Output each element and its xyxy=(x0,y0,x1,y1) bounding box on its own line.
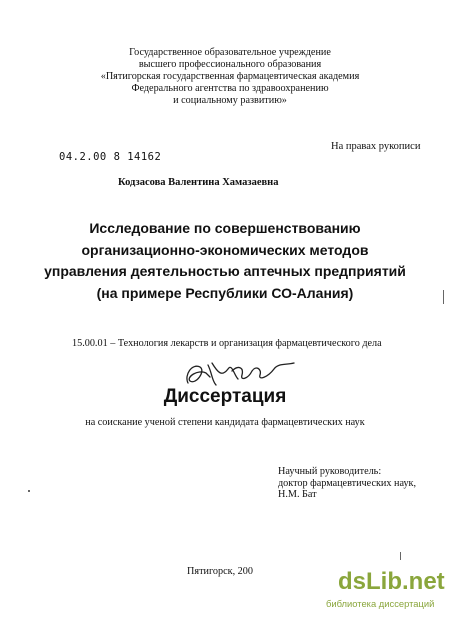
title-line: организационно-экономических методов xyxy=(81,241,369,258)
city-year: Пятигорск, 200 xyxy=(187,566,253,577)
institution-line: Государственное образовательное учреждение xyxy=(129,47,331,58)
title-line: Исследование по совершенствованию xyxy=(89,220,361,236)
author-name: Кодзасова Валентина Хамазаевна xyxy=(118,177,279,188)
institution-line: Федерального агентства по здравоохранению xyxy=(131,83,329,94)
registration-number: 04.2.00 8 14162 xyxy=(59,151,162,163)
advisor-line: Научный руководитель: xyxy=(278,466,382,477)
document-type: Диссертация xyxy=(163,386,287,407)
scan-mark xyxy=(443,290,444,304)
degree-line: на соискание ученой степени кандидата фармацевтических наук xyxy=(85,417,365,428)
watermark-subtitle: библиотека диссертаций xyxy=(326,598,435,609)
advisor-line: доктор фармацевтических наук, xyxy=(278,477,417,489)
institution-line: высшего профессионального образования xyxy=(138,59,322,70)
institution-line: «Пятигорская государственная фармацевтическая академия xyxy=(100,71,360,82)
dissertation-title xyxy=(40,218,410,304)
specialty-code: 15.00.01 – Технология лекарств и организация фармацевтического дела xyxy=(72,338,382,349)
title-line: (на примере Республики СО-Алания) xyxy=(96,284,354,301)
institution-line: и социальному развитию» xyxy=(173,95,287,106)
institution-header xyxy=(60,47,400,107)
watermark xyxy=(326,568,444,614)
advisor-line: Н.М. Бат xyxy=(278,489,317,500)
watermark-logo: dsLib.net xyxy=(338,568,445,595)
scan-mark xyxy=(400,552,401,560)
advisor-block xyxy=(278,466,416,501)
scan-mark xyxy=(28,490,30,492)
rights-note: На правах рукописи xyxy=(331,141,421,152)
title-line: управления деятельностью аптечных предприятий xyxy=(44,263,406,279)
